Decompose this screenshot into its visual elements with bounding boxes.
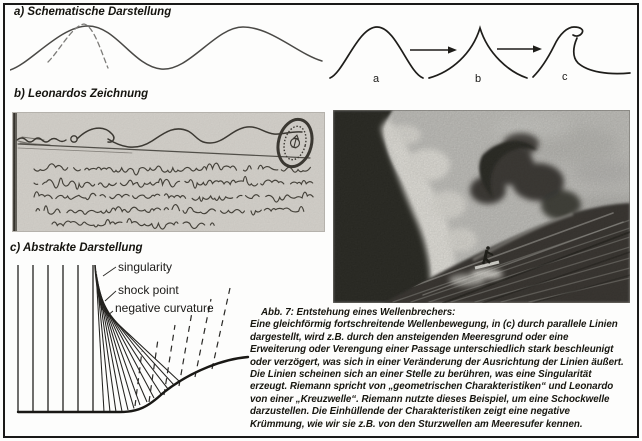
abstract-characteristics-diagram — [8, 255, 254, 435]
caption-line: darzustellen. Die Einhüllende der Charakteristiken zeigt eine negative — [250, 406, 570, 418]
caption-line: von einer „Kreuzwelle“. Riemann nutzte dieses Beispiel, um eine Schockwelle — [250, 393, 610, 405]
caption-line: Eine gleichförmig fortschreitende Wellenbewegung, in (c) durch parallele Linien — [250, 319, 618, 331]
wave-stage-b-curve — [429, 28, 527, 78]
caption-line: Abb. 7: Entstehung eines Wellenbrechers: — [261, 307, 456, 318]
caption-line: Krümmung, wie wir sie z.B. von den Sturzwellen am Meeresufer kennen. — [250, 418, 583, 430]
arrow-right-icon — [497, 45, 542, 52]
leonardo-manuscript-image — [12, 112, 325, 232]
caption-line: Erweiterung oder Verengung einer Passage unterschiedlich stark beschleunigt — [250, 344, 614, 356]
caption-line: erzeugt. Riemann spricht von „geometrischen Charakteristiken“ und Leonardo — [250, 381, 614, 393]
singularity-label: singularity — [118, 260, 173, 274]
caption-line: Die Linien scheinen sich an einer Stelle zu berühren, was eine Singularität — [250, 369, 592, 381]
wave-stage-c-curve — [533, 27, 583, 77]
photo-grain — [333, 110, 630, 303]
wave-stage-a-curve — [330, 27, 423, 78]
caption-line: oder verzögert, was sich in einer Veränderung der Ausrichtung der Linien äußert. — [250, 356, 624, 368]
caption-line: dargestellt, wird z.B. durch den ansteigenden Meeresgrund oder eine — [250, 331, 569, 343]
steepened-wave-dashed-curve — [48, 24, 108, 68]
arrow-right-icon — [410, 46, 457, 53]
negative-curvature-label: negative curvature — [115, 301, 214, 315]
wave-stages-diagram — [326, 14, 638, 92]
schematic-wave-diagram — [10, 16, 325, 88]
scan-grain — [12, 112, 325, 232]
stage-c-letter: c — [562, 71, 568, 83]
stage-a-letter: a — [373, 73, 380, 85]
shock-point-label: shock point — [118, 283, 179, 297]
breaking-wave-photo — [333, 110, 630, 303]
section-a-label: a) Schematische Darstellung — [14, 6, 172, 18]
wave-profile-curve — [10, 26, 322, 70]
figure-caption — [250, 307, 638, 431]
section-c-label: c) Abstrakte Darstellung — [10, 242, 143, 254]
parallel-characteristic-lines — [18, 265, 93, 412]
wave-stage-c-trough-curve — [574, 38, 630, 74]
stage-b-letter: b — [475, 73, 482, 85]
section-b-label: b) Leonardos Zeichnung — [14, 88, 149, 100]
